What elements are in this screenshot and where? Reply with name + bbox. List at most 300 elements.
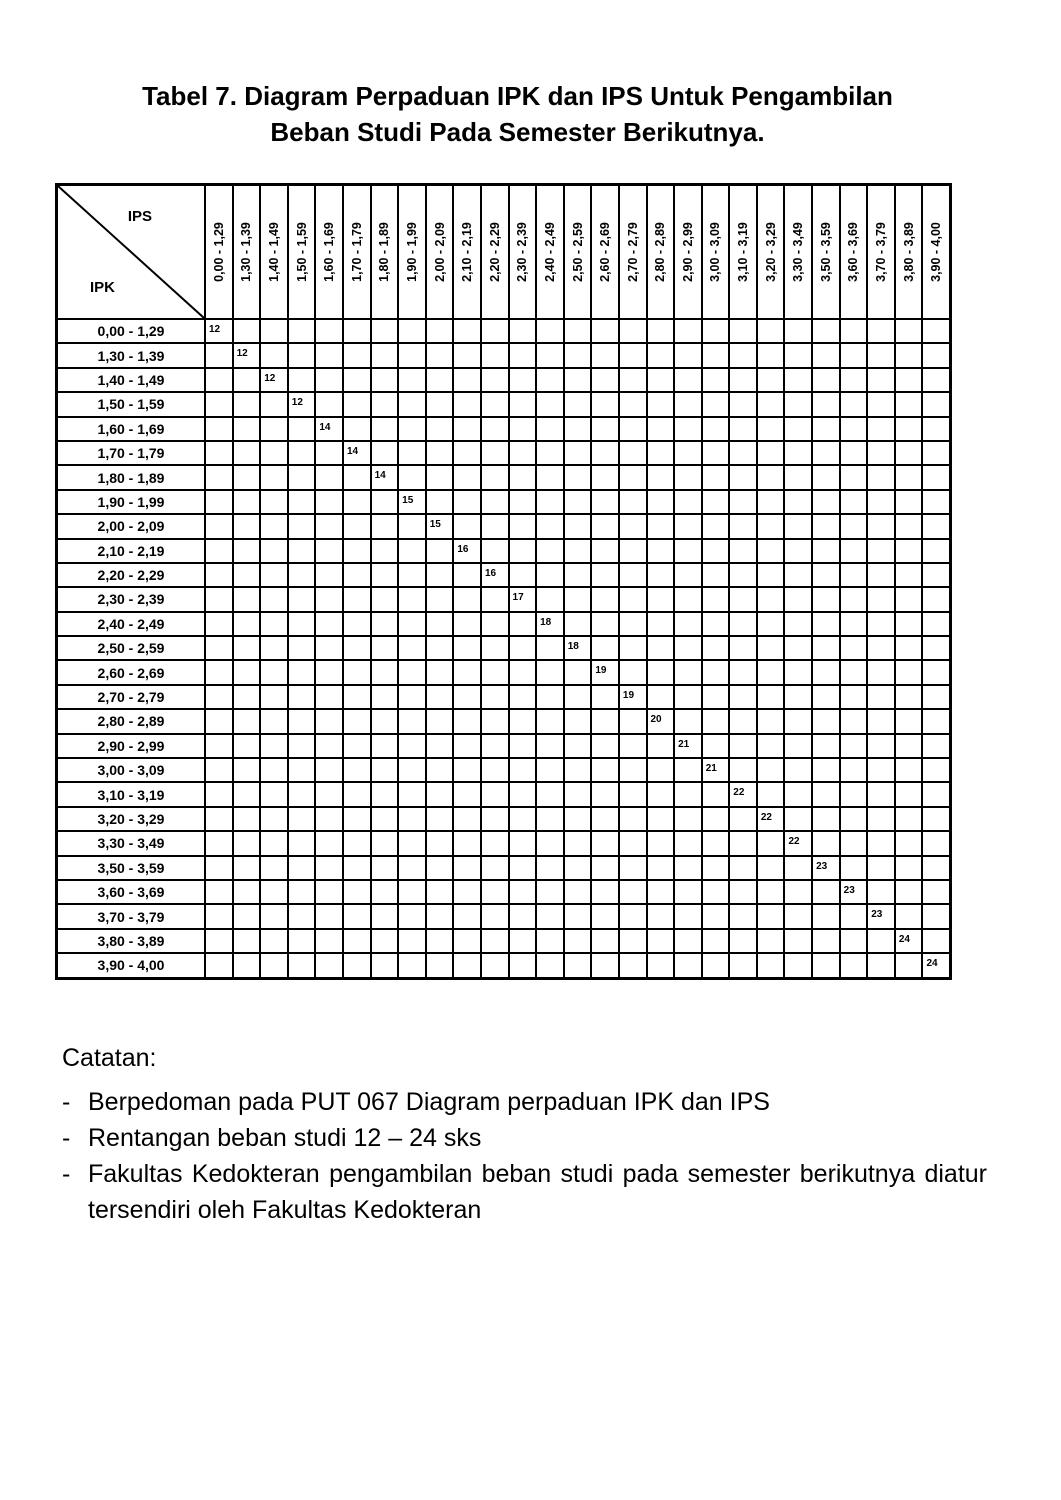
empty-cell bbox=[729, 465, 757, 489]
empty-cell bbox=[205, 685, 233, 709]
empty-cell bbox=[205, 417, 233, 441]
column-header bbox=[619, 185, 647, 320]
empty-cell bbox=[895, 465, 923, 489]
row-header: 3,60 - 3,69 bbox=[57, 880, 206, 904]
empty-cell bbox=[564, 856, 592, 880]
empty-cell bbox=[840, 709, 868, 733]
empty-cell bbox=[867, 368, 895, 392]
empty-cell bbox=[647, 343, 675, 367]
empty-cell bbox=[481, 539, 509, 563]
empty-cell bbox=[426, 392, 454, 416]
table-row bbox=[57, 612, 951, 636]
empty-cell bbox=[784, 490, 812, 514]
empty-cell bbox=[536, 904, 564, 928]
empty-cell bbox=[784, 417, 812, 441]
empty-cell bbox=[867, 782, 895, 806]
empty-cell bbox=[343, 319, 371, 343]
empty-cell bbox=[509, 953, 537, 978]
empty-cell bbox=[536, 343, 564, 367]
empty-cell bbox=[812, 343, 840, 367]
column-header bbox=[867, 185, 895, 320]
empty-cell bbox=[729, 807, 757, 831]
empty-cell bbox=[784, 953, 812, 978]
row-header: 3,00 - 3,09 bbox=[57, 758, 206, 782]
empty-cell bbox=[288, 319, 316, 343]
empty-cell bbox=[453, 782, 481, 806]
empty-cell bbox=[536, 563, 564, 587]
empty-cell bbox=[895, 807, 923, 831]
empty-cell bbox=[591, 904, 619, 928]
empty-cell bbox=[895, 319, 923, 343]
column-header-label: 2,40 - 2,49 bbox=[542, 222, 557, 282]
empty-cell bbox=[426, 953, 454, 978]
empty-cell bbox=[867, 539, 895, 563]
empty-cell bbox=[398, 660, 426, 684]
empty-cell bbox=[260, 807, 288, 831]
empty-cell bbox=[509, 465, 537, 489]
empty-cell bbox=[895, 514, 923, 538]
load-cell bbox=[205, 319, 233, 343]
empty-cell bbox=[867, 392, 895, 416]
load-cell bbox=[591, 660, 619, 684]
empty-cell bbox=[812, 734, 840, 758]
empty-cell bbox=[840, 685, 868, 709]
empty-cell bbox=[205, 880, 233, 904]
row-header: 3,90 - 4,00 bbox=[57, 953, 206, 978]
empty-cell bbox=[729, 758, 757, 782]
empty-cell bbox=[564, 904, 592, 928]
empty-cell bbox=[233, 880, 261, 904]
empty-cell bbox=[398, 563, 426, 587]
empty-cell bbox=[233, 441, 261, 465]
empty-cell bbox=[619, 539, 647, 563]
empty-cell bbox=[702, 856, 730, 880]
empty-cell bbox=[619, 904, 647, 928]
empty-cell bbox=[674, 660, 702, 684]
empty-cell bbox=[674, 636, 702, 660]
empty-cell bbox=[371, 368, 399, 392]
empty-cell bbox=[426, 539, 454, 563]
empty-cell bbox=[591, 392, 619, 416]
empty-cell bbox=[288, 856, 316, 880]
note-dash: - bbox=[62, 1088, 71, 1116]
empty-cell bbox=[674, 782, 702, 806]
empty-cell bbox=[481, 831, 509, 855]
empty-cell bbox=[509, 880, 537, 904]
empty-cell bbox=[315, 563, 343, 587]
empty-cell bbox=[260, 685, 288, 709]
empty-cell bbox=[509, 904, 537, 928]
empty-cell bbox=[260, 929, 288, 953]
empty-cell bbox=[922, 392, 950, 416]
table-row bbox=[57, 709, 951, 733]
empty-cell bbox=[922, 880, 950, 904]
empty-cell bbox=[674, 953, 702, 978]
empty-cell bbox=[233, 831, 261, 855]
empty-cell bbox=[453, 490, 481, 514]
column-header bbox=[564, 185, 592, 320]
empty-cell bbox=[343, 734, 371, 758]
column-header-label: 2,80 - 2,89 bbox=[653, 222, 668, 282]
empty-cell bbox=[840, 368, 868, 392]
empty-cell bbox=[288, 612, 316, 636]
empty-cell bbox=[509, 856, 537, 880]
title-line-2: Beban Studi Pada Semester Berikutnya. bbox=[270, 117, 765, 147]
empty-cell bbox=[233, 417, 261, 441]
empty-cell bbox=[260, 392, 288, 416]
empty-cell bbox=[702, 319, 730, 343]
empty-cell bbox=[729, 904, 757, 928]
empty-cell bbox=[343, 831, 371, 855]
empty-cell bbox=[398, 612, 426, 636]
empty-cell bbox=[426, 734, 454, 758]
table-row bbox=[57, 417, 951, 441]
empty-cell bbox=[536, 539, 564, 563]
row-header: 3,80 - 3,89 bbox=[57, 929, 206, 953]
empty-cell bbox=[867, 612, 895, 636]
column-header bbox=[757, 185, 785, 320]
empty-cell bbox=[205, 660, 233, 684]
empty-cell bbox=[784, 563, 812, 587]
empty-cell bbox=[260, 563, 288, 587]
empty-cell bbox=[233, 490, 261, 514]
empty-cell bbox=[315, 734, 343, 758]
empty-cell bbox=[343, 563, 371, 587]
empty-cell bbox=[757, 392, 785, 416]
empty-cell bbox=[757, 636, 785, 660]
load-cell bbox=[867, 904, 895, 928]
empty-cell bbox=[205, 831, 233, 855]
empty-cell bbox=[647, 831, 675, 855]
empty-cell bbox=[619, 831, 647, 855]
empty-cell bbox=[840, 417, 868, 441]
notes-list bbox=[62, 1084, 987, 1228]
empty-cell bbox=[260, 343, 288, 367]
column-header-label: 2,50 - 2,59 bbox=[570, 222, 585, 282]
empty-cell bbox=[288, 929, 316, 953]
empty-cell bbox=[426, 636, 454, 660]
empty-cell bbox=[867, 441, 895, 465]
empty-cell bbox=[233, 368, 261, 392]
empty-cell bbox=[509, 612, 537, 636]
table-row bbox=[57, 319, 951, 343]
note-dash: - bbox=[62, 1160, 71, 1188]
empty-cell bbox=[867, 880, 895, 904]
empty-cell bbox=[481, 660, 509, 684]
empty-cell bbox=[812, 514, 840, 538]
empty-cell bbox=[233, 392, 261, 416]
column-header-label: 2,10 - 2,19 bbox=[460, 222, 475, 282]
empty-cell bbox=[784, 319, 812, 343]
empty-cell bbox=[205, 953, 233, 978]
empty-cell bbox=[288, 953, 316, 978]
notes bbox=[62, 1040, 987, 1228]
load-cell bbox=[784, 831, 812, 855]
column-header-label: 1,60 - 1,69 bbox=[322, 222, 337, 282]
row-header: 1,60 - 1,69 bbox=[57, 417, 206, 441]
empty-cell bbox=[371, 441, 399, 465]
empty-cell bbox=[315, 490, 343, 514]
empty-cell bbox=[509, 831, 537, 855]
table-row bbox=[57, 856, 951, 880]
empty-cell bbox=[481, 880, 509, 904]
empty-cell bbox=[922, 465, 950, 489]
empty-cell bbox=[233, 782, 261, 806]
empty-cell bbox=[840, 831, 868, 855]
empty-cell bbox=[205, 856, 233, 880]
empty-cell bbox=[260, 758, 288, 782]
empty-cell bbox=[509, 734, 537, 758]
empty-cell bbox=[564, 392, 592, 416]
empty-cell bbox=[674, 904, 702, 928]
load-value: 14 bbox=[319, 421, 331, 433]
empty-cell bbox=[453, 612, 481, 636]
empty-cell bbox=[840, 563, 868, 587]
table-row bbox=[57, 831, 951, 855]
empty-cell bbox=[371, 734, 399, 758]
empty-cell bbox=[840, 807, 868, 831]
load-value: 12 bbox=[209, 324, 221, 335]
table-body bbox=[57, 319, 951, 978]
empty-cell bbox=[757, 929, 785, 953]
empty-cell bbox=[481, 782, 509, 806]
empty-cell bbox=[233, 612, 261, 636]
empty-cell bbox=[398, 734, 426, 758]
empty-cell bbox=[398, 953, 426, 978]
empty-cell bbox=[481, 514, 509, 538]
empty-cell bbox=[398, 441, 426, 465]
empty-cell bbox=[233, 904, 261, 928]
header-row bbox=[57, 185, 951, 320]
empty-cell bbox=[315, 392, 343, 416]
empty-cell bbox=[895, 660, 923, 684]
empty-cell bbox=[922, 563, 950, 587]
note-item bbox=[62, 1084, 987, 1120]
empty-cell bbox=[729, 319, 757, 343]
column-header bbox=[536, 185, 564, 320]
empty-cell bbox=[702, 807, 730, 831]
empty-cell bbox=[315, 539, 343, 563]
load-cell bbox=[536, 612, 564, 636]
empty-cell bbox=[812, 929, 840, 953]
empty-cell bbox=[619, 490, 647, 514]
load-cell bbox=[509, 587, 537, 611]
empty-cell bbox=[564, 490, 592, 514]
empty-cell bbox=[812, 392, 840, 416]
empty-cell bbox=[564, 587, 592, 611]
empty-cell bbox=[674, 514, 702, 538]
table-row bbox=[57, 441, 951, 465]
empty-cell bbox=[647, 563, 675, 587]
empty-cell bbox=[591, 587, 619, 611]
empty-cell bbox=[371, 319, 399, 343]
empty-cell bbox=[812, 807, 840, 831]
empty-cell bbox=[426, 831, 454, 855]
empty-cell bbox=[784, 929, 812, 953]
empty-cell bbox=[591, 758, 619, 782]
empty-cell bbox=[591, 563, 619, 587]
column-header bbox=[674, 185, 702, 320]
empty-cell bbox=[481, 417, 509, 441]
empty-cell bbox=[205, 782, 233, 806]
empty-cell bbox=[343, 417, 371, 441]
empty-cell bbox=[922, 368, 950, 392]
empty-cell bbox=[867, 465, 895, 489]
load-cell bbox=[702, 758, 730, 782]
empty-cell bbox=[371, 831, 399, 855]
load-cell bbox=[288, 392, 316, 416]
empty-cell bbox=[481, 758, 509, 782]
empty-cell bbox=[840, 929, 868, 953]
empty-cell bbox=[647, 856, 675, 880]
empty-cell bbox=[867, 709, 895, 733]
empty-cell bbox=[343, 539, 371, 563]
column-header-label: 2,90 - 2,99 bbox=[680, 222, 695, 282]
empty-cell bbox=[509, 319, 537, 343]
empty-cell bbox=[564, 807, 592, 831]
empty-cell bbox=[509, 392, 537, 416]
empty-cell bbox=[233, 856, 261, 880]
table-row bbox=[57, 880, 951, 904]
empty-cell bbox=[867, 490, 895, 514]
empty-cell bbox=[371, 660, 399, 684]
row-header: 1,90 - 1,99 bbox=[57, 490, 206, 514]
empty-cell bbox=[812, 417, 840, 441]
empty-cell bbox=[315, 880, 343, 904]
column-header-label: 3,80 - 3,89 bbox=[901, 222, 916, 282]
empty-cell bbox=[205, 587, 233, 611]
empty-cell bbox=[481, 343, 509, 367]
empty-cell bbox=[647, 392, 675, 416]
column-header-label: 3,60 - 3,69 bbox=[846, 222, 861, 282]
empty-cell bbox=[674, 612, 702, 636]
empty-cell bbox=[757, 343, 785, 367]
empty-cell bbox=[398, 807, 426, 831]
empty-cell bbox=[647, 807, 675, 831]
empty-cell bbox=[233, 660, 261, 684]
empty-cell bbox=[922, 319, 950, 343]
empty-cell bbox=[536, 490, 564, 514]
empty-cell bbox=[509, 660, 537, 684]
empty-cell bbox=[564, 929, 592, 953]
empty-cell bbox=[867, 636, 895, 660]
empty-cell bbox=[619, 465, 647, 489]
empty-cell bbox=[453, 368, 481, 392]
empty-cell bbox=[702, 953, 730, 978]
empty-cell bbox=[288, 465, 316, 489]
empty-cell bbox=[315, 709, 343, 733]
empty-cell bbox=[509, 563, 537, 587]
empty-cell bbox=[729, 660, 757, 684]
empty-cell bbox=[619, 660, 647, 684]
empty-cell bbox=[757, 953, 785, 978]
empty-cell bbox=[895, 587, 923, 611]
empty-cell bbox=[619, 319, 647, 343]
empty-cell bbox=[591, 441, 619, 465]
row-header: 2,90 - 2,99 bbox=[57, 734, 206, 758]
empty-cell bbox=[398, 587, 426, 611]
empty-cell bbox=[674, 343, 702, 367]
column-header-label: 1,30 - 1,39 bbox=[239, 222, 254, 282]
column-header-label: 1,50 - 1,59 bbox=[294, 222, 309, 282]
empty-cell bbox=[315, 685, 343, 709]
empty-cell bbox=[674, 709, 702, 733]
empty-cell bbox=[784, 587, 812, 611]
empty-cell bbox=[619, 563, 647, 587]
empty-cell bbox=[233, 319, 261, 343]
empty-cell bbox=[895, 612, 923, 636]
empty-cell bbox=[371, 929, 399, 953]
load-value: 21 bbox=[705, 763, 717, 775]
empty-cell bbox=[674, 685, 702, 709]
empty-cell bbox=[343, 514, 371, 538]
load-value: 24 bbox=[898, 933, 910, 945]
column-header-label: 1,80 - 1,89 bbox=[377, 222, 392, 282]
empty-cell bbox=[453, 953, 481, 978]
empty-cell bbox=[619, 636, 647, 660]
empty-cell bbox=[729, 929, 757, 953]
empty-cell bbox=[895, 417, 923, 441]
empty-cell bbox=[895, 709, 923, 733]
empty-cell bbox=[205, 612, 233, 636]
empty-cell bbox=[674, 880, 702, 904]
empty-cell bbox=[757, 368, 785, 392]
empty-cell bbox=[343, 368, 371, 392]
empty-cell bbox=[343, 465, 371, 489]
empty-cell bbox=[674, 563, 702, 587]
empty-cell bbox=[260, 490, 288, 514]
empty-cell bbox=[619, 782, 647, 806]
empty-cell bbox=[812, 539, 840, 563]
load-cell bbox=[729, 782, 757, 806]
empty-cell bbox=[371, 904, 399, 928]
load-value: 12 bbox=[236, 348, 248, 360]
empty-cell bbox=[453, 343, 481, 367]
load-cell bbox=[674, 734, 702, 758]
empty-cell bbox=[509, 490, 537, 514]
empty-cell bbox=[509, 929, 537, 953]
empty-cell bbox=[260, 539, 288, 563]
column-header bbox=[812, 185, 840, 320]
empty-cell bbox=[591, 831, 619, 855]
row-header: 2,80 - 2,89 bbox=[57, 709, 206, 733]
empty-cell bbox=[343, 904, 371, 928]
empty-cell bbox=[922, 709, 950, 733]
row-header: 1,80 - 1,89 bbox=[57, 465, 206, 489]
empty-cell bbox=[840, 392, 868, 416]
empty-cell bbox=[591, 685, 619, 709]
empty-cell bbox=[426, 807, 454, 831]
empty-cell bbox=[729, 514, 757, 538]
empty-cell bbox=[729, 880, 757, 904]
empty-cell bbox=[895, 392, 923, 416]
empty-cell bbox=[840, 514, 868, 538]
empty-cell bbox=[288, 685, 316, 709]
load-cell bbox=[343, 441, 371, 465]
load-cell bbox=[840, 880, 868, 904]
table-row bbox=[57, 514, 951, 538]
empty-cell bbox=[619, 734, 647, 758]
empty-cell bbox=[564, 441, 592, 465]
empty-cell bbox=[205, 636, 233, 660]
empty-cell bbox=[509, 782, 537, 806]
table-row bbox=[57, 368, 951, 392]
empty-cell bbox=[674, 368, 702, 392]
load-cell bbox=[233, 343, 261, 367]
empty-cell bbox=[591, 734, 619, 758]
column-header-label: 2,60 - 2,69 bbox=[598, 222, 613, 282]
column-header-label: 3,10 - 3,19 bbox=[736, 222, 751, 282]
